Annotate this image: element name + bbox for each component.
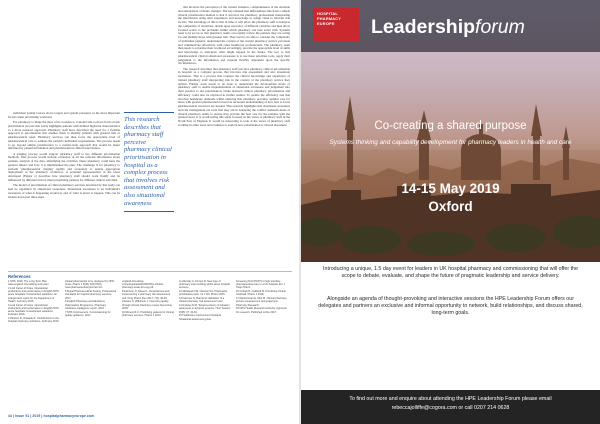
reference-item: Screening Tool (PAST) to help prioritise pharmaceutical care in a UK hospital. Eur J Hosp Pharm. bbox=[236, 280, 285, 290]
references-column bbox=[65, 280, 117, 410]
logo-text: HOSPITAL bbox=[317, 11, 338, 16]
references-column bbox=[8, 280, 60, 410]
reference-item: 15 Healthcare Improvement Scotland. Situational awareness guide. bbox=[179, 314, 222, 321]
article-paragraph: The model of prioritisation of clinical pharmacy services described by this study can best be explained by situational awareness. Situational awareness is an individual's awareness of what is happening around us and of what is about to happen. This can be broken down into three steps bbox=[8, 183, 120, 199]
reference-item: 12 Alkhateeb FM, Clauson KA. Pharmacist prioritisation tools. Int J Clin Pharm 2015. bbox=[179, 290, 228, 297]
event-location: Oxford bbox=[428, 199, 473, 214]
advert-page bbox=[301, 0, 600, 424]
article-paragraph: A triaging process would support pharmacy staff to use different prioritisation methods. This process would include collection of all the relevant information about patients, analysis of the data, identifying the activities where pharmacy could have the greatest impact and how it is implemented the plan. The challenge is for pharmacy to perform 'pharmaceutical triaging' rapidly and accurately to enable appropriate deployment of the pharmacy workforce. A potential representation of the ideas developed (Figure 1) describes how pharmacy staff should work fluidly and be influenced by different factors when prioritising patients for different clinical activities. bbox=[8, 151, 120, 182]
page-folio: 44 | Issue 91 | 2019 | hospitalpharmacyeurope.com bbox=[8, 414, 95, 418]
event-title: Co-creating a shared purpose bbox=[374, 120, 527, 132]
reference-item: 9 Evans S, Wilkinson J. Improving quality through clinical pharmacy review. December 2018. bbox=[122, 300, 172, 310]
brand-italic: forum bbox=[475, 16, 525, 38]
pull-quote bbox=[124, 112, 174, 212]
reference-item: 10 Morecroft C. Prioritising patients for clinical pharmacy services. Pharm J 2013. bbox=[122, 310, 174, 317]
event-subtitle: Systems thinking and capability development for pharmacy leaders in health and care bbox=[329, 139, 572, 146]
references-column bbox=[122, 280, 174, 410]
references-divider bbox=[8, 271, 292, 272]
reference-item: 3 Lord Carter of Coles. Operational productivity and performance in English NHS acute hospitals: Unwarranted variations. February 2016. bbox=[8, 303, 59, 317]
references-column bbox=[179, 280, 231, 410]
article-paragraph: For pharmacy to make the most of its workforce, it should aim to move from a basic prioritisation process that solely highlights patients with defined high-risk characteristics to a more nuanced approach. Pharmacy staff have described the need for a flexible approach to prioritisation that enables them to identify patients with greatest risk or pharmaceutical need. Pharmacy services can then focus the appropriate level of pharmaceutical care to address the patient's individual requirements. The process needs to go beyond simple prioritisation to a system-wide approach that would be better informed by patient information and pharmaceutical clinical intervention. bbox=[8, 120, 120, 151]
article-column-right bbox=[178, 6, 290, 256]
references-column bbox=[236, 280, 288, 410]
brand-bold: Leadership bbox=[371, 16, 476, 38]
reference-item: 6 English Pharmacy and Medicines Optimisation Programme. Pharmacy workforce intelligence report. 2016. bbox=[65, 300, 107, 310]
article-paragraph: that involves the perception of the current situation, comprehension of the situation and anticipation of future changes. The key element that differentiates this from a simple clinical prioritisation method is that it involves the pharmacy professional interpreting the information using their experience and knowledge to assign value to relevant risk factors. The advantage of this is that in time, it will allow the pharmacy staff to interpret the complexity of situations, decide upon relevancy of different variables and then allow focused action to the problems within which pharmacy can best assist with. Systems need to be set up so that pharmacy teams can rapidly review the patients they are caring for and identify those with greatest risk. They need to be able to consider the complexity of individual patients, understand the context of the current pharmacy service provision and communicate effectively with other healthcare professionals. The pharmacy team then needs to prioritise their workload accordingly, provide the appropriate level of skills and knowledge to anticipate what might happen in the future. The key to this pharmaceutical clinical situational awareness is to use these priorities tools, apply their judgement to the information and respond flexibly dependent upon the specific circumstances. bbox=[178, 6, 290, 66]
reference-item: 18 NHS Health Research Authority. Approval for research. Published online 2017. bbox=[236, 307, 287, 314]
event-description: Alongside an agenda of thought-provoking and interactive sessions the HPE Leadership Forum offers our delegates and partners an exclusive and informal opportunity to network, build relationships, and discuss shared, long-term goals. bbox=[318, 296, 583, 317]
reference-item: 4 Hickson R, Onatade R. Contributions to the hospital pharmacy workforce. February 2016. bbox=[8, 317, 60, 324]
reference-item: 11 Munday A, Forrest R. New type of pharmacy team working within acute hospital services. bbox=[179, 280, 230, 290]
event-date: 14-15 May 2019 bbox=[401, 181, 500, 196]
reference-item: 2 Lord Carter of Coles. Operational productivity and performance in English NHS acute hospitals: Unwarranted variations. An independent report for the Department of Health. February 2016. bbox=[8, 287, 59, 303]
hero-image-oxford-skyline bbox=[301, 0, 600, 262]
article-column-left bbox=[8, 112, 120, 262]
event-intro: Introducing a unique, 1.5 day event for leaders in UK hospital pharmacy and commissioning that will offer the scope to debate, evaluate, and shape the future of pragmatic leadership and service delivery. bbox=[323, 266, 578, 280]
reference-item: 7 NHS Improvement. Commissioning for quality guidance. 2017. bbox=[65, 310, 111, 317]
article-paragraph: The research describes that pharmacy staff perceive pharmacy clinical prioritisation in hospital as a complex process that involves risk assessment and also situational awareness. This is a process that requires the clinical knowledge and experience of trained pharmacy staff interpreting risk in the context of the pharmacy service they deliver. Further work needs to be done to understand the development mode of pharmacy staff to enable implementation of situational awareness and judgement into their practice to aid prioritisation. Links between clinical pharmacy prioritisation and efficiency could also be explored in further studies. To enable the efficiency and that involves healthcare demands whilst ensuring that pharmacy provides optimal care for those with greatest pharmaceutical need an increased understanding of how best to focus pharmaceutical resources are needed. This research highlights that situational awareness and risk management are tools that may aid in balancing the conflict demands made of clinical pharmacy teams to ensure they provide the best care for the patients with the greatest need. It is worth noting this study focused on the views of pharmacy staff in the North East of England. It would be interesting to look at the views of pharmacy staff working in other areas and countries to explore how prioritisation is viewed elsewhere. bbox=[178, 66, 290, 127]
reference-item: 1 NHS. 2019. The Long Term Plan. www.england.nhs.uk/long-term-plan bbox=[8, 280, 49, 287]
pull-quote-text: This research describes that pharmacy staff perceive pharmacy clinical prioritisation in hospital as a complex process that involves risk assessment and also situational awareness bbox=[124, 116, 172, 207]
leadership-forum-wordmark bbox=[371, 17, 525, 37]
contact-email-phone[interactable]: rebeccajolliffe@cogora.com or call 0207 214 0628 bbox=[391, 405, 510, 411]
logo-text: PHARMACY bbox=[317, 15, 342, 21]
article-paragraph: individual patient factors above targets and system pressures as the most important factors when prioritising workload. bbox=[8, 112, 120, 119]
reference-item: 16 Cottrell R, Caldwell M. Prioritising clinical workload. Pharm J 2018. bbox=[236, 290, 286, 297]
reference-item: england.nhs.uk/wp-content/uploads/2019/01/the-clinical-pharmacy-scale-for-eng.pdf bbox=[122, 280, 164, 290]
logo-text: EUROPE bbox=[317, 20, 335, 26]
reference-item: clinical pharmacists to be deployed by NHS trusts. Pharm J 2018; 301(7916). www.pharmaceutical-journal.com bbox=[65, 280, 114, 290]
reference-item: 5 Royal Pharmaceutical Society. Professional standards for hospital pharmacy services. 2017. bbox=[65, 290, 117, 300]
references-heading: References bbox=[8, 274, 31, 279]
reference-item: 14 Endsley M R. Toward a theory of situation awareness in dynamic systems. Hum Factors 1995; 37: 32-64. bbox=[179, 304, 231, 314]
contact-text: To find out more and enquire about attending the HPE Leadership Forum please email bbox=[349, 396, 552, 402]
hospital-pharmacy-europe-logo bbox=[313, 8, 359, 42]
reference-item: 17 Mantzourani E, Mott M. Clinical pharmacy service measurement and judgement. Pharmacy Research. bbox=[236, 297, 287, 307]
reference-item: 13 Falconer N, Barras M. Validation of a clinical pharmacy risk assessment tool. bbox=[179, 297, 225, 304]
reference-item: 8 Falconer N, Nissen L. Development and implementing a pharmacy risk assessment tool. Drug Pharm Dev 2017; 7(3): 40-49. bbox=[122, 290, 171, 300]
